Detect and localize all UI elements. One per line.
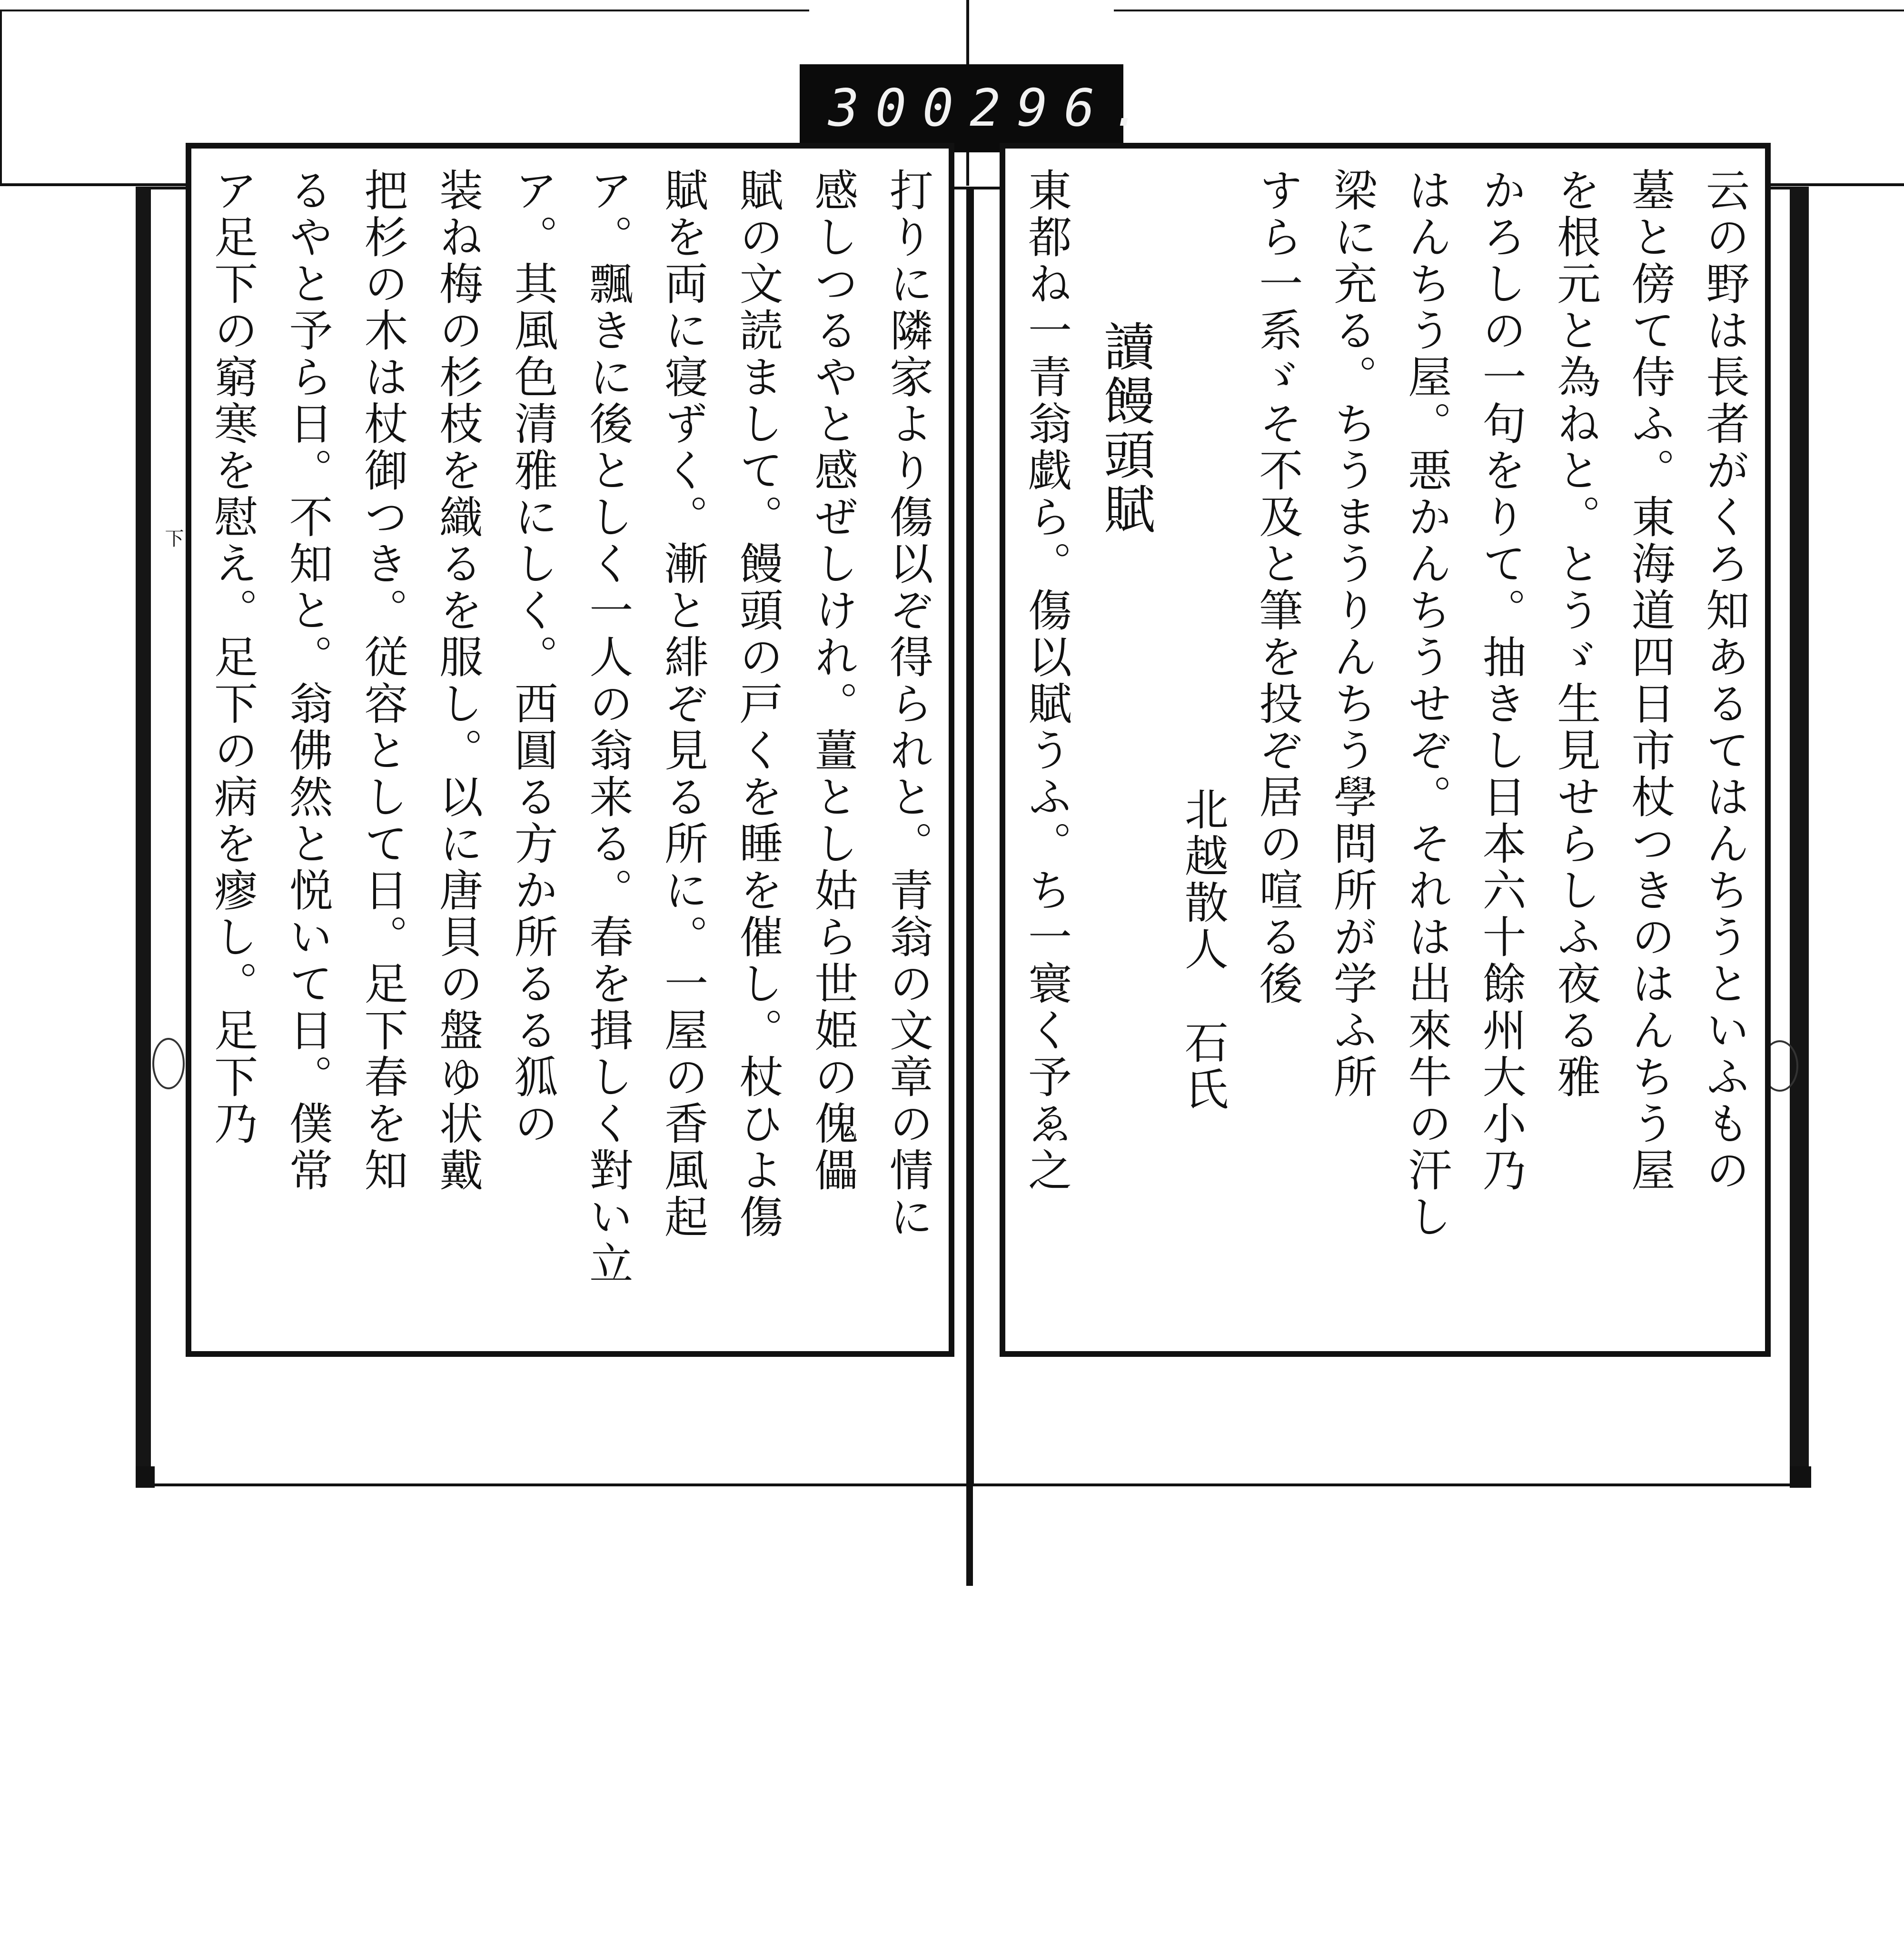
frame-number-label <box>800 64 1159 152</box>
left-page-text-box <box>186 143 954 1357</box>
text-column: 東都ね一青翁戯ら。傷以賦うふ。ち一寰く予ゑ之 <box>1021 168 1072 1194</box>
text-column: 把杉の木は杖御つき。従容として日。足下春を知 <box>357 168 408 1194</box>
text-column: すら一系ゞそ不及と筆を投ぞ居の喧る後 <box>1252 168 1303 1007</box>
text-column: 装ね梅の杉枝を織るを服し。以に唐貝の盤ゆ状戴 <box>432 168 483 1194</box>
text-column: はんちう屋。悪かんちうせぞ。それは出來牛の汗し <box>1401 168 1452 1241</box>
text-column: ア足下の窮寒を慰え。足下の病を瘳し。足下乃 <box>207 168 258 1147</box>
text-column: ア。其風色清雅にしく。西圓る方か所るる狐の <box>507 168 558 1147</box>
text-column: 打りに隣家より傷以ぞ得られと。青翁の文章の情に <box>882 168 933 1241</box>
text-column: 云の野は長者がくろ知あるてはんちうといふもの <box>1698 168 1750 1194</box>
author-name: 石氏 <box>1177 1020 1229 1113</box>
text-column: 賦の文読まして。饅頭の戸くを睡を催し。杖ひよ傷 <box>732 168 783 1241</box>
author-place: 北越散人 <box>1177 786 1229 973</box>
book-gutter <box>966 187 973 1586</box>
text-column: ア。飄きに後としく一人の翁来る。春を揖しく對い立 <box>582 168 634 1287</box>
frame-number-left: 300 <box>828 79 970 138</box>
top-frame-line-left <box>0 10 809 11</box>
text-column: を根元と為ねと。とうゞ生見せらしふ夜る雅 <box>1550 168 1601 1101</box>
binding-hole-left <box>152 1038 185 1089</box>
section-title: 讀饅頭賦 <box>1095 320 1155 537</box>
text-column: かろしの一句をりて。抽きし日本六十餘州大小乃 <box>1475 168 1527 1194</box>
right-page-spine-bottom <box>1790 1466 1811 1488</box>
text-column: 墓と傍て侍ふ。東海道四日市杖つきのはんちう屋 <box>1624 168 1676 1194</box>
text-column: るやと予ら日。不知と。翁佛然と悦いて日。僕常 <box>282 168 333 1194</box>
text-column: 感しつるやと感ぜしけれ。薑とし姑ら世姫の傀儡 <box>807 168 859 1194</box>
frame-vertical-left <box>0 10 2 186</box>
margin-mark: 下 <box>162 528 184 547</box>
left-page-spine-bottom <box>136 1466 155 1488</box>
text-column: 梁に充る。ちうまうりんちう學問所が学ふ所 <box>1326 168 1378 1101</box>
top-frame-line-right <box>1114 10 1904 11</box>
right-page-text-box <box>1000 143 1771 1357</box>
author-column <box>1177 168 1229 1951</box>
text-column: 賦を両に寝ずく。漸と緋ぞ見る所に。一屋の香風起 <box>657 168 708 1241</box>
frame-number-right: 296. <box>970 79 1159 138</box>
